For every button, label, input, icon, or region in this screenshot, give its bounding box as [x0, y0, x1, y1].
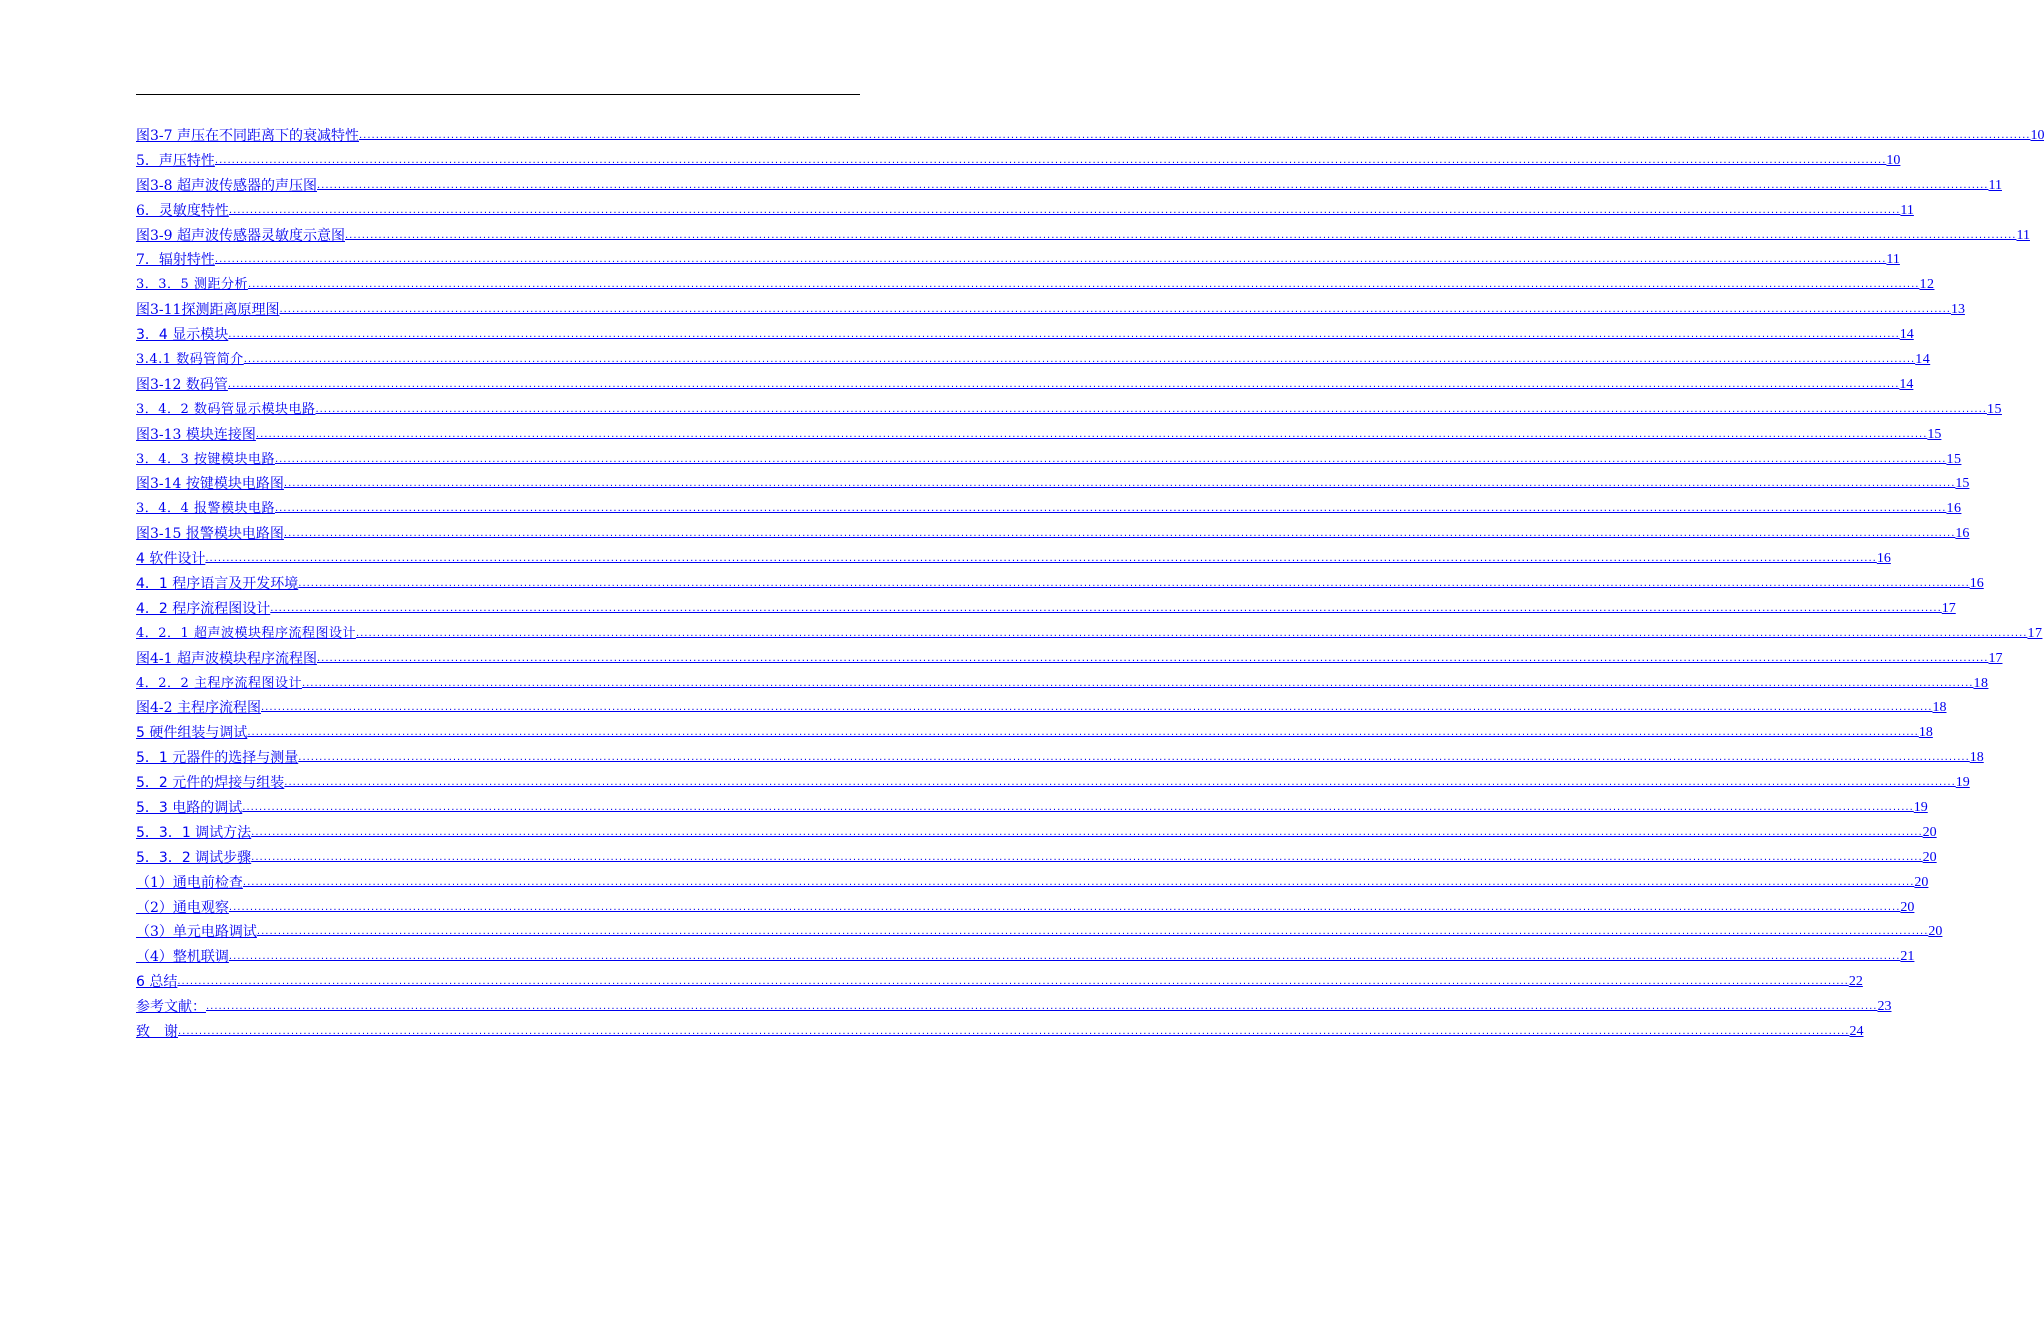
toc-entry[interactable]	[136, 423, 1942, 448]
toc-entry-label: 致 谢	[136, 1024, 178, 1041]
toc-entry-page-number: 20	[1900, 899, 1915, 915]
toc-entry-page-number: 14	[1899, 327, 1914, 343]
toc-entry-page-number: 17	[1941, 600, 1956, 616]
toc-dot-leader: ................................................................................................................................................................................................................................................................................................................................................................................................................	[227, 378, 1900, 390]
toc-entry[interactable]	[136, 149, 1901, 174]
toc-entry[interactable]	[136, 970, 1863, 995]
toc-entry[interactable]	[136, 522, 1970, 547]
toc-entry[interactable]	[136, 248, 1900, 273]
toc-entry-page-number: 10	[1886, 152, 1901, 168]
toc-entry-label: 图3-9 超声波传感器灵敏度示意图	[136, 227, 345, 244]
toc-entry-label: 图4-2 主程序流程图	[136, 700, 261, 717]
toc-entry-label: 图3-14 按键模块电路图	[136, 476, 284, 493]
toc-entry-label: 7．辐射特性	[136, 252, 215, 269]
toc-entry-label: 3.4.1 数码管简介	[136, 352, 244, 367]
toc-dot-leader: ................................................................................................................................................................................................................................................................................................................................................................................................................	[251, 851, 1923, 863]
toc-entry-label: 5．3．2 调试步骤	[136, 849, 252, 866]
header-rule	[136, 94, 860, 95]
toc-entry-page-number: 10	[2030, 127, 2044, 143]
toc-dot-leader: ................................................................................................................................................................................................................................................................................................................................................................................................................	[206, 1001, 1878, 1013]
toc-entry[interactable]	[136, 373, 1914, 398]
toc-entry-page-number: 15	[1955, 476, 1970, 492]
toc-dot-leader: ................................................................................................................................................................................................................................................................................................................................................................................................................	[355, 627, 2028, 639]
toc-entry[interactable]	[136, 224, 2030, 249]
toc-dot-leader: ................................................................................................................................................................................................................................................................................................................................................................................................................	[205, 553, 1877, 565]
toc-entry-label: 5．3．1 调试方法	[136, 824, 252, 841]
toc-entry-page-number: 15	[1986, 401, 2002, 417]
toc-entry[interactable]	[136, 771, 1970, 796]
toc-dot-leader: ................................................................................................................................................................................................................................................................................................................................................................................................................	[270, 602, 1942, 614]
toc-dot-leader: ................................................................................................................................................................................................................................................................................................................................................................................................................	[256, 926, 1929, 938]
toc-entry-page-number: 15	[1946, 451, 1962, 467]
toc-dot-leader: ................................................................................................................................................................................................................................................................................................................................................................................................................	[283, 528, 1956, 540]
toc-dot-leader: ................................................................................................................................................................................................................................................................................................................................................................................................................	[301, 677, 1974, 689]
toc-dot-leader: ................................................................................................................................................................................................................................................................................................................................................................................................................	[315, 403, 1987, 415]
toc-entry[interactable]	[136, 921, 1943, 946]
toc-entry[interactable]	[136, 796, 1928, 821]
toc-entry-label: 3．4．2 数码管显示模块电路	[136, 401, 316, 417]
toc-entry-page-number: 14	[1915, 352, 1931, 367]
toc-entry-page-number: 11	[2016, 227, 2030, 243]
toc-dot-leader: ................................................................................................................................................................................................................................................................................................................................................................................................................	[284, 777, 1956, 789]
toc-dot-leader: ................................................................................................................................................................................................................................................................................................................................................................................................................	[214, 254, 1887, 266]
toc-entry-label: （3）单元电路调试	[136, 924, 257, 941]
toc-entry-label: 5．声压特性	[136, 152, 215, 169]
toc-entry-label: 图3-8 超声波传感器的声压图	[136, 177, 317, 194]
toc-dot-leader: ................................................................................................................................................................................................................................................................................................................................................................................................................	[317, 179, 1989, 191]
toc-entry-label: 3．4．4 报警模块电路	[136, 501, 275, 517]
toc-entry-label: 5．2 元件的焊接与组装	[136, 775, 285, 792]
toc-entry-page-number: 11	[1900, 202, 1914, 218]
toc-entry-page-number: 24	[1849, 1024, 1864, 1040]
toc-entry[interactable]	[136, 871, 1929, 896]
toc-entry-label: 4．2 程序流程图设计	[136, 600, 271, 617]
toc-entry-label: 4．1 程序语言及开发环境	[136, 576, 299, 593]
toc-dot-leader: ................................................................................................................................................................................................................................................................................................................................................................................................................	[178, 1026, 1850, 1038]
toc-entry-page-number: 16	[1955, 526, 1970, 542]
toc-dot-leader: ................................................................................................................................................................................................................................................................................................................................................................................................................	[228, 329, 1900, 341]
toc-entry-page-number: 18	[1932, 700, 1947, 716]
toc-entry[interactable]	[136, 597, 1956, 622]
toc-entry-page-number: 20	[1914, 874, 1929, 890]
toc-entry[interactable]	[136, 721, 1933, 746]
toc-entry-page-number: 13	[1950, 302, 1965, 318]
toc-dot-leader: ................................................................................................................................................................................................................................................................................................................................................................................................................	[359, 129, 2031, 141]
toc-dot-leader: ................................................................................................................................................................................................................................................................................................................................................................................................................	[345, 229, 2017, 241]
toc-entry-label: （2）通电观察	[136, 899, 229, 916]
toc-entry[interactable]	[136, 746, 1984, 771]
toc-entry-label: 3．4 显示模块	[136, 327, 229, 344]
toc-entry-label: 5．3 电路的调试	[136, 800, 243, 817]
toc-entry-label: 5 硬件组装与调试	[136, 725, 248, 742]
toc-dot-leader: ................................................................................................................................................................................................................................................................................................................................................................................................................	[247, 279, 1920, 291]
toc-entry-page-number: 19	[1913, 800, 1928, 816]
toc-entry[interactable]	[136, 622, 2043, 647]
toc-entry-page-number: 16	[1946, 501, 1962, 517]
toc-dot-leader: ................................................................................................................................................................................................................................................................................................................................................................................................................	[243, 354, 1916, 365]
toc-dot-leader: ................................................................................................................................................................................................................................................................................................................................................................................................................	[298, 752, 1970, 764]
toc-entry[interactable]	[136, 199, 1914, 224]
toc-entry-page-number: 11	[1988, 177, 2002, 193]
toc-entry-label: 5．1 元器件的选择与测量	[136, 750, 299, 767]
toc-entry[interactable]	[136, 547, 1891, 572]
toc-dot-leader: ................................................................................................................................................................................................................................................................................................................................................................................................................	[298, 578, 1970, 590]
toc-entry-page-number: 14	[1899, 376, 1914, 392]
toc-dot-leader: ................................................................................................................................................................................................................................................................................................................................................................................................................	[228, 204, 1901, 216]
toc-dot-leader: ................................................................................................................................................................................................................................................................................................................................................................................................................	[261, 702, 1933, 714]
toc-entry-page-number: 11	[1886, 252, 1900, 268]
toc-entry[interactable]	[136, 1020, 1864, 1045]
toc-entry-page-number: 19	[1955, 775, 1970, 791]
toc-dot-leader: ................................................................................................................................................................................................................................................................................................................................................................................................................	[274, 503, 1947, 515]
toc-entry[interactable]	[136, 821, 1937, 846]
toc-entry[interactable]	[136, 448, 1962, 473]
toc-entry[interactable]	[136, 348, 1931, 373]
toc-entry-label: 图4-1 超声波模块程序流程图	[136, 650, 317, 667]
toc-entry-page-number: 17	[1988, 650, 2003, 666]
toc-dot-leader: ................................................................................................................................................................................................................................................................................................................................................................................................................	[283, 478, 1956, 490]
toc-entry-page-number: 20	[1922, 849, 1937, 865]
toc-entry[interactable]	[136, 572, 1984, 597]
toc-dot-leader: ................................................................................................................................................................................................................................................................................................................................................................................................................	[279, 304, 1951, 316]
toc-dot-leader: ................................................................................................................................................................................................................................................................................................................................................................................................................	[247, 727, 1919, 739]
toc-entry[interactable]	[136, 672, 1989, 697]
toc-entry[interactable]	[136, 497, 1962, 522]
toc-entry-label: 4．2．2 主程序流程图设计	[136, 675, 302, 691]
toc-dot-leader: ................................................................................................................................................................................................................................................................................................................................................................................................................	[317, 652, 1989, 664]
toc-entry-page-number: 20	[1928, 924, 1943, 940]
toc-dot-leader: ................................................................................................................................................................................................................................................................................................................................................................................................................	[255, 428, 1928, 440]
toc-entry-label: 图3-13 模块连接图	[136, 426, 256, 443]
toc-dot-leader: ................................................................................................................................................................................................................................................................................................................................................................................................................	[177, 976, 1849, 988]
toc-entry[interactable]	[136, 174, 2002, 199]
toc-entry[interactable]	[136, 124, 2044, 149]
toc-entry-page-number: 12	[1919, 277, 1935, 293]
toc-entry-page-number: 18	[1973, 675, 1989, 691]
toc-entry-page-number: 18	[1918, 725, 1933, 741]
toc-dot-leader: ................................................................................................................................................................................................................................................................................................................................................................................................................	[274, 453, 1947, 465]
toc-entry[interactable]	[136, 398, 2002, 423]
toc-entry-label: 图3-7 声压在不同距离下的衰减特性	[136, 127, 359, 144]
toc-entry[interactable]	[136, 846, 1937, 871]
toc-dot-leader: ................................................................................................................................................................................................................................................................................................................................................................................................................	[242, 802, 1914, 814]
toc-dot-leader: ................................................................................................................................................................................................................................................................................................................................................................................................................	[228, 901, 1901, 913]
toc-entry-page-number: 18	[1969, 750, 1984, 766]
toc-entry-label: 6 总结	[136, 974, 178, 991]
toc-entry[interactable]	[136, 273, 1935, 298]
toc-entry-page-number: 20	[1922, 824, 1937, 840]
toc-entry-page-number: 22	[1848, 974, 1863, 990]
toc-entry-label: 图3-11探测距离原理图	[136, 302, 280, 319]
toc-entry-page-number: 15	[1927, 426, 1942, 442]
toc-entry[interactable]	[136, 696, 1947, 721]
toc-entry-label: （1）通电前检查	[136, 874, 243, 891]
toc-dot-leader: ................................................................................................................................................................................................................................................................................................................................................................................................................	[228, 951, 1901, 963]
toc-entry[interactable]	[136, 896, 1915, 921]
toc-entry-label: 参考文献：	[136, 999, 206, 1016]
toc-entry[interactable]	[136, 995, 1892, 1020]
toc-entry-label: 4．2．1 超声波模块程序流程图设计	[136, 625, 356, 641]
toc-entry[interactable]	[136, 298, 1965, 323]
toc-entry[interactable]	[136, 472, 1970, 497]
toc-entry[interactable]	[136, 945, 1915, 970]
toc-entry-label: （4）整机联调	[136, 949, 229, 966]
toc-entry-label: 6．灵敏度特性	[136, 202, 229, 219]
toc-entry-label: 3．4．3 按键模块电路	[136, 451, 275, 467]
toc-dot-leader: ................................................................................................................................................................................................................................................................................................................................................................................................................	[242, 876, 1915, 888]
toc-entry-page-number: 16	[1969, 576, 1984, 592]
toc-entry[interactable]	[136, 647, 2003, 672]
toc-entry-label: 3．3．5 测距分析	[136, 277, 248, 293]
table-of-contents	[136, 124, 2044, 1045]
toc-entry-page-number: 21	[1900, 949, 1915, 965]
toc-entry-label: 图3-12 数码管	[136, 376, 228, 393]
toc-entry-label: 4 软件设计	[136, 551, 206, 568]
toc-entry-label: 图3-15 报警模块电路图	[136, 526, 284, 543]
toc-entry-page-number: 23	[1877, 999, 1892, 1015]
toc-dot-leader: ................................................................................................................................................................................................................................................................................................................................................................................................................	[214, 154, 1887, 166]
toc-dot-leader: ................................................................................................................................................................................................................................................................................................................................................................................................................	[251, 826, 1923, 838]
toc-entry[interactable]	[136, 323, 1914, 348]
toc-entry-page-number: 16	[1876, 551, 1891, 567]
toc-entry-page-number: 17	[2027, 625, 2043, 641]
